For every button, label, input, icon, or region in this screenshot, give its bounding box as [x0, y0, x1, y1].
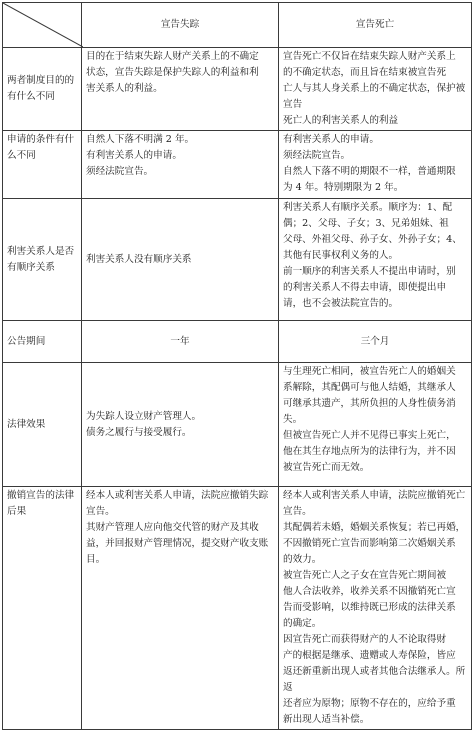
cell-col-1: 为失踪人设立财产管理人。 债务之履行与接受履行。: [82, 363, 279, 487]
row-label: 利害关系人是否 有顺序关系: [3, 199, 82, 321]
diagonal-corner-cell: [3, 3, 82, 48]
table-row: [3, 199, 472, 321]
table-row: [3, 487, 472, 730]
cell-col-2: 宣告死亡不仅旨在结束失踪人财产关系上 的不确定状态，而且旨在结束被宣告死 亡人与其人身关系上的不确定状态，保护被宣告 死亡人的利害关系人的利益: [279, 48, 472, 131]
cell-col-1: 一年: [82, 321, 279, 363]
row-label: 公告期间: [3, 321, 82, 363]
cell-col-1: 目的在于结束失踪人财产关系上的不确定 状态，宣告失踪是保护失踪人的利益和利 害关系人的利益。: [82, 48, 279, 131]
row-label: 撤销宣告的法律 后果: [3, 487, 82, 730]
table-row: [3, 48, 472, 131]
cell-col-1: 经本人或利害关系人申请，法院应撤销失踪 宣告。 其财产管理人应向他交代管的财产及其收 益，并回报财产管理情况，提交财产收支账 目。: [82, 487, 279, 730]
cell-col-2: 经本人或利害关系人申请，法院应撤销死亡 宣告。 其配偶若未婚，婚姻关系恢复；若已再婚， 不因撤销死亡宣告而影响第二次婚姻关系 的效力。 被宣告死亡人之子女在宣告死亡期间被 他人合法收养，收养关系不因撤销死亡宣 告而受影响，以维持既已形成的法律关系 的确定。 因宣告死亡而获得财产的人不论取得财 产的根据是继承、遗赠或人寿保险，皆应 返还新重新出现人或者其他合法继承人。所返 还者应为原物；原物不存在的，应给予重 新出现人适当补偿。: [279, 487, 472, 730]
table-row: [3, 363, 472, 487]
row-label: 法律效果: [3, 363, 82, 487]
row-label: 申请的条件有什 么不同: [3, 131, 82, 199]
table-header-row: [3, 3, 472, 48]
comparison-table: [2, 2, 472, 730]
header-col-2-text: 宣告死亡: [355, 19, 395, 30]
row-label: 两者制度目的的 有什么不同: [3, 48, 82, 131]
cell-col-2: 利害关系人有顺序关系。顺序为：1、配 偶；2、父母、子女；3、兄弟姐妹、祖 父母、外祖父母、孙子女、外孙子女；4、 其他有民事权利义务的人。 前一顺序的利害关系人不提出申请时，别 的利害关系人不得去申请，即使提出申 请，也不会被法院宣告的。: [279, 199, 472, 321]
cell-col-2: 三个月: [279, 321, 472, 363]
header-col-1-text: 宣告失踪: [160, 19, 200, 30]
table-row: [3, 321, 472, 363]
table-row: [3, 131, 472, 199]
cell-col-2: 有利害关系人的申请。 须经法院宣告。 自然人下落不明的期限不一样，普通期限 为 4 年。特别期限为 2 年。: [279, 131, 472, 199]
diagonal-line: [3, 3, 83, 47]
cell-col-1: 自然人下落不明满 2 年。 有利害关系人的申请。 须经法院宣告。: [82, 131, 279, 199]
cell-col-2: 与生理死亡相同，被宣告死亡人的婚姻关 系解除，其配偶可与他人结婚，其继承人 可继承其遗产，其所负担的人身性债务消 失。 但被宣告死亡人并不见得已事实上死亡， 他在其生存地点所为的法律行为，并不因 被宣告死亡而无效。: [279, 363, 472, 487]
cell-col-1: 利害关系人没有顺序关系: [82, 199, 279, 321]
header-col-1: [82, 3, 279, 48]
header-col-2: [279, 3, 472, 48]
